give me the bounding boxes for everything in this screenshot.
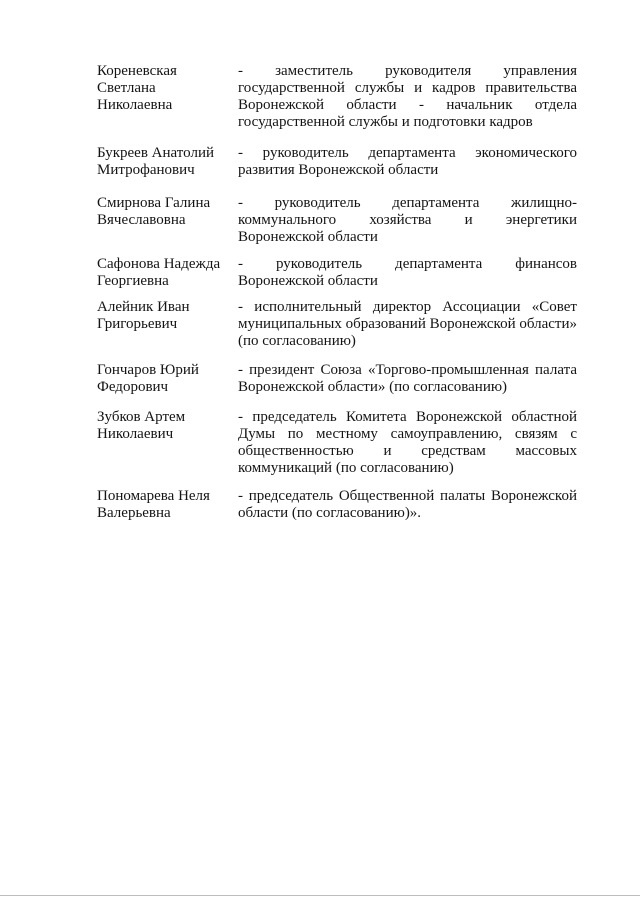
list-item <box>97 195 577 256</box>
member-name: Сафонова Надежда Георгиевна <box>97 256 221 289</box>
list-item <box>97 63 577 145</box>
member-position: - руководитель департамента экономического развития Воронежской области <box>238 145 577 178</box>
page-bottom-edge <box>0 895 640 896</box>
member-name: Алейник Иван Григорьевич <box>97 299 190 332</box>
member-list <box>97 63 577 522</box>
member-name: Зубков Артем Николаевич <box>97 409 186 442</box>
member-position: - президент Союза «Торгово-промышленная палата Воронежской области» (по согласованию) <box>238 362 577 395</box>
member-name: Букреев Анатолий Митрофанович <box>97 145 215 178</box>
list-item <box>97 256 577 299</box>
member-position: - руководитель департамента жилищно-коммунального хозяйства и энергетики Воронежской области <box>238 195 577 245</box>
list-item <box>97 362 577 409</box>
member-name: Смирнова Галина Вячеславовна <box>97 195 211 228</box>
list-item <box>97 145 577 195</box>
list-item <box>97 488 577 522</box>
list-item <box>97 299 577 362</box>
member-name: Гончаров Юрий Федорович <box>97 362 199 395</box>
member-position: - заместитель руководителя управления государственной службы и кадров правительства Воронежской области - начальник отдела государственной службы и подготовки кадров <box>238 63 577 130</box>
member-name: Кореневская Светлана Николаевна <box>97 63 177 113</box>
member-position: - председатель Общественной палаты Воронежской области (по согласованию)». <box>238 488 577 521</box>
list-item <box>97 409 577 488</box>
member-position: - председатель Комитета Воронежской областной Думы по местному самоуправлению, связям с общественностью и средствам массовых коммуникаций (по согласованию) <box>238 409 577 476</box>
member-name: Пономарева Неля Валерьевна <box>97 488 210 521</box>
member-position: - руководитель департамента финансов Воронежской области <box>238 256 577 289</box>
member-position: - исполнительный директор Ассоциации «Совет муниципальных образований Воронежской области» (по согласованию) <box>238 299 577 349</box>
